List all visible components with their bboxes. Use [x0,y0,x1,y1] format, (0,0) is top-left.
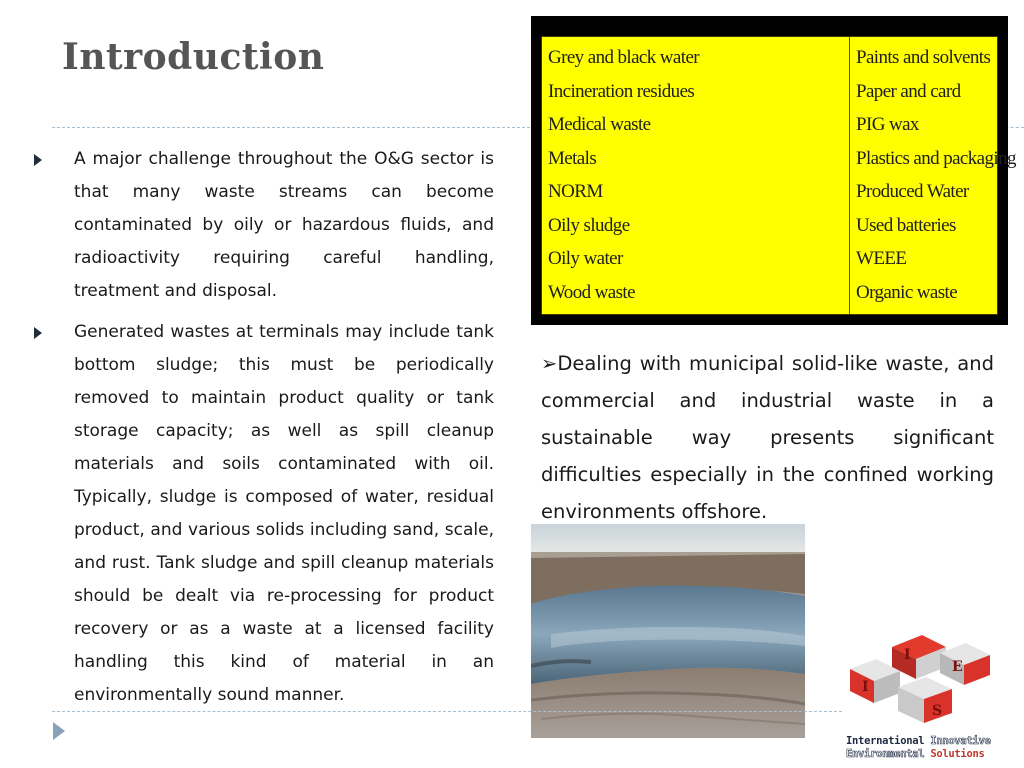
waste-item: Paints and solvents [856,47,991,68]
waste-item: Plastics and packaging [856,147,1016,169]
waste-item: Grey and black water [548,47,700,68]
bullet-text: Generated wastes at terminals may include tank bottom sludge; this must be periodically removed to maintain product quality or tank storage capacity; as well as spill cleanup materials and soils contaminated with oil. Typically, sludge is composed of water, residual product, and various solids including sand, scale, and rust. Tank sludge and spill cleanup materials should be dealt via re-processing for product recovery or as a waste at a licensed facility handling this kind of material in an environmentally sound manner. [74,322,494,705]
bullet-arrow-icon [34,327,42,339]
offshore-waste-paragraph [541,345,994,530]
waste-item: Oily water [548,248,623,269]
slide-title: Introduction [62,36,325,78]
waste-item: NORM [548,181,603,202]
bullet-item [30,143,494,308]
bullet-text: A major challenge throughout the O&G sector is that many waste streams can become contaminated by oily or hazardous fluids, and radioactivity requiring careful handling, treatment and disposal. [74,149,494,301]
title-divider [52,127,530,128]
logo-letter-i: I [904,647,911,663]
waste-item: Incineration residues [548,80,695,102]
footer-divider [52,711,842,712]
arrow-bullet-icon: ➢ [541,352,558,375]
waste-item: Metals [548,147,597,169]
waste-column-right [850,37,1022,314]
waste-item: Organic waste [856,281,958,303]
waste-item: Paper and card [856,80,961,102]
bullet-arrow-icon [34,154,42,166]
waste-item: WEEE [856,248,907,269]
logo-letter-s: S [932,703,943,719]
waste-item: Used batteries [856,214,956,236]
waste-item: PIG wax [856,114,919,135]
waste-table-body [541,36,1016,315]
contaminated-pond-photo [531,524,805,738]
waste-item: Wood waste [548,281,635,303]
logo-line-2: Environmental Solutions [846,748,985,760]
logo-letter-e: E [952,659,963,675]
logo-wordmark [846,735,1016,761]
waste-item: Medical waste [548,114,651,135]
waste-item: Oily sludge [548,214,630,236]
waste-item: Produced Water [856,181,969,202]
slide-corner-arrow-icon [53,722,65,740]
waste-column-left [542,37,850,314]
logo-letter-i2: I [862,679,869,695]
logo-line-1: International Innovative [846,735,991,747]
paragraph-text: Dealing with municipal solid-like waste, and commercial and industrial waste in a sustainable way presents significant difficulties especially in the confined working environments offshore. [541,352,994,523]
bullet-list [30,143,494,720]
bullet-item [30,316,494,712]
waste-types-table [531,16,1016,325]
